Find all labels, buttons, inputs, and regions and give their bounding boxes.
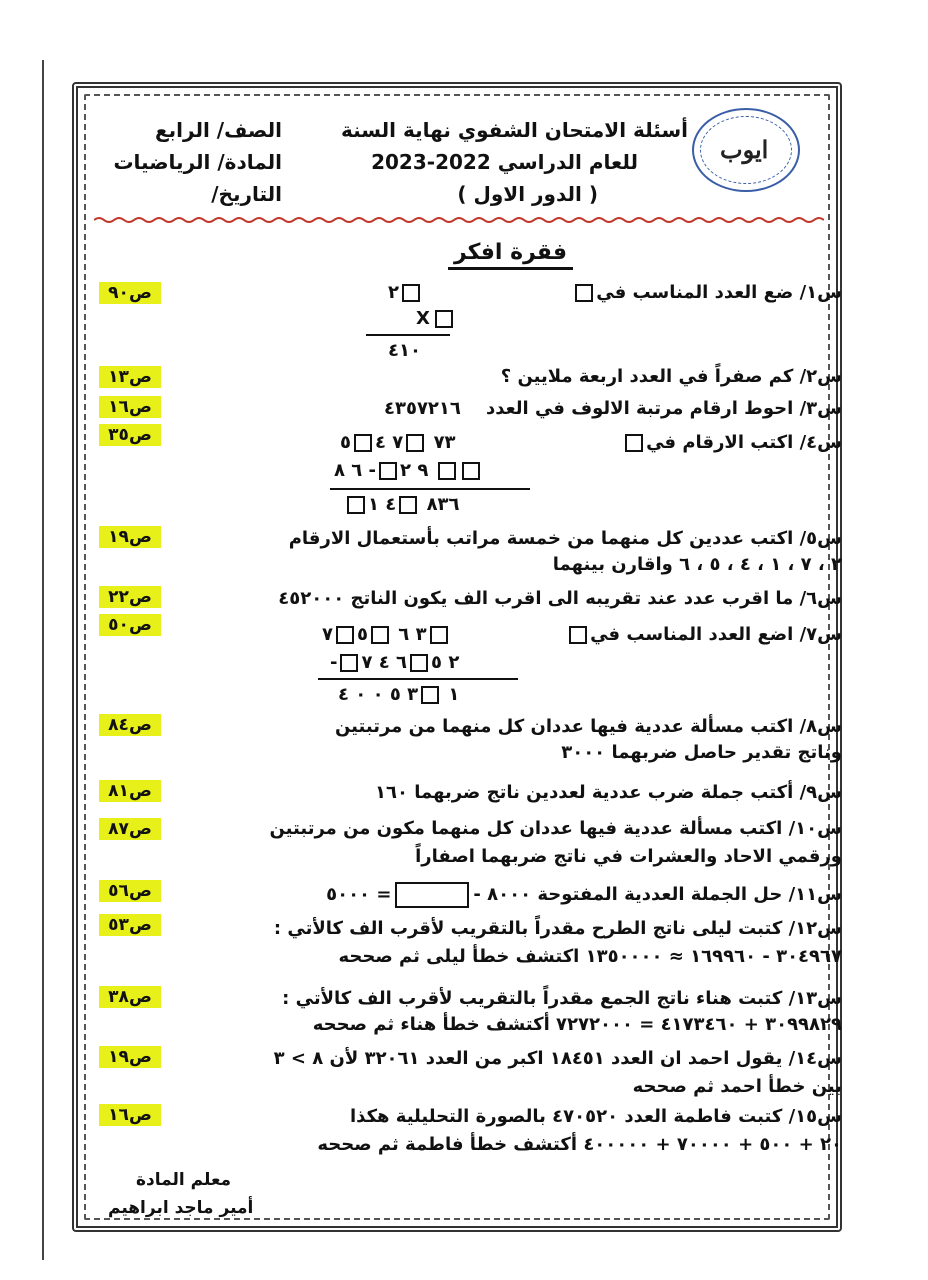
page-ref-15: ص١٦ xyxy=(99,1104,161,1126)
page-ref-1: ص٩٠ xyxy=(99,282,161,304)
question-5-line2: ٢ ، ٧ ، ١ ، ٤ ، ٥ ، ٦ واقارن بينهما xyxy=(552,554,842,575)
question-11: س١١/ حل الجملة العددية المفتوحة ٨٠٠٠ -= ٥٠٠٠ xyxy=(326,882,842,908)
date-label: التاريخ/ xyxy=(211,182,282,206)
question-6: س٦/ ما اقرب عدد عند تقريبه الى اقرب الف يكون الناتج ٤٥٢٠٠٠ xyxy=(278,588,842,609)
page-edge-line xyxy=(42,60,44,1260)
page-ref-3: ص١٦ xyxy=(99,396,161,418)
question-10-line2: ورقمي الاحاد والعشرات في ناتج ضربهما اصفاراً xyxy=(415,846,842,867)
page-ref-8: ص٨٤ xyxy=(99,714,161,736)
page-ref-14: ص١٩ xyxy=(99,1046,161,1068)
page-ref-9: ص٨١ xyxy=(99,780,161,802)
page-ref-12: ص٥٣ xyxy=(99,914,161,936)
question-2: س٢/ كم صفراً في العدد اربعة ملايين ؟ xyxy=(500,366,842,387)
question-7: س٧/ اضع العدد المناسب في xyxy=(566,624,842,645)
q1-result: ٤١٠ xyxy=(388,340,421,361)
q4-rule xyxy=(330,488,530,490)
q7-result: ١ ٣ ٥ ٠ ٠ ٤ xyxy=(338,684,460,705)
question-15: س١٥/ كتبت فاطمة العدد ٤٧٠٥٢٠ بالصورة التحليلية هكذا xyxy=(350,1106,842,1127)
question-12-line2: ٣٠٤٩٦٧ - ١٦٩٩٦٠ ≈ ١٣٥٠٠٠٠ اكتشف خطأ ليلى ثم صححه xyxy=(338,946,842,967)
q1-work-top: ٢ xyxy=(388,282,423,303)
question-13-line2: ٣٠٩٩٨٢٩ + ٤١٧٣٤٦٠ = ٧٢٧٢٠٠٠ أكتشف خطأ هناء ثم صححه xyxy=(312,1014,842,1035)
question-14: س١٤/ يقول احمد ان العدد ١٨٤٥١ اكبر من العدد ٣٢٠٦١ لأن ٨ > ٣ xyxy=(273,1048,842,1069)
q7-row1: ٣ ٦ ٥٧ xyxy=(322,624,451,645)
teacher-name: أمير ماجد ابراهيم xyxy=(108,1198,254,1218)
question-14-line2: بين خطأ احمد ثم صححه xyxy=(632,1076,842,1097)
q4-result: ٨٣٦ ٤ ١ xyxy=(344,494,460,515)
q1-work-multiply: X xyxy=(416,308,456,329)
page-ref-4: ص٣٥ xyxy=(99,424,161,446)
subject-label: المادة/ الرياضيات xyxy=(113,150,282,174)
question-15-line2: ٢٠ + ٥٠٠ + ٧٠٠٠٠ + ٤٠٠٠٠٠ أكتشف خطأ فاطمة ثم صححه xyxy=(317,1134,842,1155)
question-8-line2: وناتج تقدير حاصل ضربهما ٣٠٠٠ xyxy=(561,742,842,763)
q4-row1: ٧٣ ٧ ٤٥ xyxy=(340,432,456,453)
exam-title: أسئلة الامتحان الشفوي نهاية السنة xyxy=(341,118,688,142)
page-ref-13: ص٣٨ xyxy=(99,986,161,1008)
question-8: س٨/ اكتب مسألة عددية فيها عددان كل منهما من مرتبتين xyxy=(334,716,842,737)
q4-row2: ٩ ٢- ٦ ٨ xyxy=(334,460,483,481)
page-ref-6: ص٢٢ xyxy=(99,586,161,608)
page-ref-7: ص٥٠ xyxy=(99,614,161,636)
question-12: س١٢/ كتبت ليلى ناتج الطرح مقدراً بالتقريب لأقرب الف كالأتي : xyxy=(273,918,842,939)
q7-row2: ٢ ٥٦ ٤ ٧- xyxy=(330,652,460,673)
q7-rule xyxy=(318,678,518,680)
page-ref-10: ص٨٧ xyxy=(99,818,161,840)
page-ref-5: ص١٩ xyxy=(99,526,161,548)
question-3: س٣/ احوط ارقام مرتبة الالوف في العدد ٤٣٥٧٢١٦ xyxy=(383,398,842,419)
page-ref-2: ص١٣ xyxy=(99,366,161,388)
logo-word: ايوب xyxy=(720,137,769,164)
academic-year: للعام الدراسي 2022-2023 xyxy=(371,150,638,174)
section-title: فقرة افكر xyxy=(448,240,573,270)
question-10: س١٠/ اكتب مسألة عددية فيها عددان كل منهما مكون من مرتبتين xyxy=(269,818,842,839)
teacher-title: معلم المادة xyxy=(136,1170,232,1190)
question-9: س٩/ أكتب جملة ضرب عددية لعددين ناتج ضربهما ١٦٠ xyxy=(375,782,842,803)
q1-rule xyxy=(366,334,450,336)
school-logo xyxy=(692,108,800,192)
question-4: س٤/ اكتب الارقام في xyxy=(622,432,842,453)
wavy-divider xyxy=(94,216,824,224)
page-ref-11: ص٥٦ xyxy=(99,880,161,902)
grade-label: الصف/ الرابع xyxy=(155,118,282,142)
question-5: س٥/ اكتب عددين كل منهما من خمسة مراتب بأستعمال الارقام xyxy=(288,528,842,549)
exam-round: ( الدور الاول ) xyxy=(457,182,598,206)
question-1: س١/ ضع العدد المناسب في xyxy=(572,282,842,303)
question-13: س١٣/ كتبت هناء ناتج الجمع مقدراً بالتقريب لأقرب الف كالأتي : xyxy=(282,988,842,1009)
